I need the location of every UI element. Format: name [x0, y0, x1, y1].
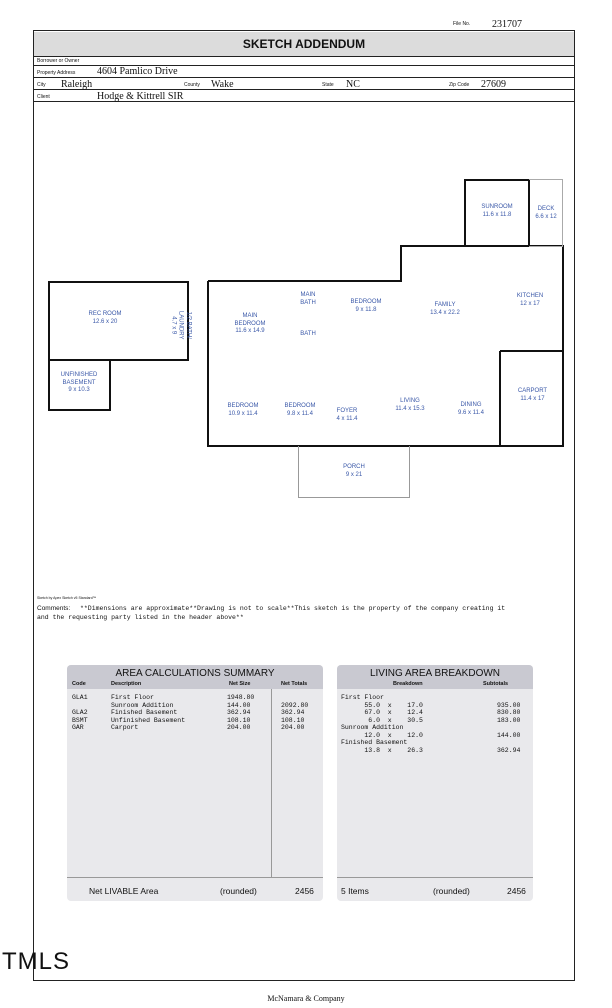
comments-label: Comments: [37, 605, 71, 612]
rounded-label: (rounded) [220, 886, 257, 896]
area-cell-description: Carport [111, 724, 139, 731]
bath-label: BATH [300, 331, 316, 337]
foyer-dims: 4 x 11.4 [336, 415, 358, 422]
comments-line2: and the requesting party listed in the header above** [37, 614, 244, 621]
bedroom3-label: BEDROOM [284, 403, 316, 409]
rec-room-dims: 12.6 x 20 [92, 318, 118, 325]
area-cell-description: Sunroom Addition [111, 701, 174, 709]
area-cell-net_total: 2092.80 [281, 701, 309, 709]
footer-divider [337, 877, 533, 878]
area-cell-net_size: 1948.80 [227, 694, 255, 701]
area-cell-code: GLA1 [72, 694, 88, 701]
living-breakdown-panel [337, 665, 533, 901]
area-cell-net_total: 362.94 [281, 709, 305, 716]
breakdown-row-text: 6.0 x 30.5 [341, 716, 423, 724]
comments-line1: **Dimensions are approximate**Drawing is not to scale**This sketch is the property of the company creating it [80, 605, 506, 612]
area-cell-net_size: 204.00 [227, 724, 251, 731]
borrower-label: Borrower or Owner [37, 58, 80, 64]
breakdown-row-text: 55.0 x 17.0 [341, 701, 423, 709]
address-value: 4604 Pamlico Drive [97, 66, 178, 77]
bedroom3-dims: 9.8 x 11.4 [287, 410, 313, 417]
zip-value: 27609 [481, 79, 506, 90]
living-total: 2456 [507, 886, 526, 896]
col-breakdown: Breakdown [393, 681, 423, 687]
dining-dims: 9.6 x 11.4 [458, 409, 484, 416]
kitchen-label: KITCHEN [516, 293, 544, 299]
file-no-value: 231707 [492, 19, 522, 30]
net-livable-total: 2456 [295, 886, 314, 896]
deck-dims: 6.6 x 12 [535, 213, 557, 220]
page-title: SKETCH ADDENDUM [34, 32, 574, 57]
breakdown-row-subtotal: 362.94 [497, 746, 521, 754]
area-cell-description: Finished Basement [111, 709, 178, 716]
porch-dims: 9 x 21 [345, 471, 363, 478]
bedroom1-label: BEDROOM [350, 299, 382, 305]
living-breakdown-title: LIVING AREA BREAKDOWN [369, 668, 501, 679]
breakdown-row-text: 13.8 x 26.3 [341, 746, 423, 754]
sketch-credit: Sketch by Apex Sketch v5 Standard™ [37, 596, 97, 600]
client-label: Client [37, 94, 50, 100]
kitchen-dims: 12 x 17 [520, 300, 540, 307]
living-label: LIVING [400, 398, 420, 404]
col-description: Description [111, 681, 142, 687]
unfinished-dims: 9 x 10.3 [68, 387, 90, 393]
breakdown-row-text: Sunroom Addition [341, 724, 404, 731]
main-bedroom-dims: 11.6 x 14.9 [235, 328, 265, 334]
main-bedroom-label: MAIN BEDROOM [234, 313, 266, 327]
address-label: Property Address [37, 70, 76, 76]
col-code: Code [72, 681, 86, 687]
breakdown-row-subtotal: 830.80 [497, 709, 521, 716]
area-summary-panel [67, 665, 323, 901]
bedroom2-dims: 10.9 x 11.4 [228, 410, 258, 417]
area-cell-code: GLA2 [72, 709, 88, 716]
rec-room-label: REC ROOM [88, 311, 122, 317]
net-livable-label: Net LIVABLE Area [89, 886, 159, 896]
city-label: City [37, 82, 46, 88]
family-dims: 13.4 x 22.2 [430, 309, 460, 316]
area-cell-description: Unfinished Basement [111, 716, 186, 724]
area-cell-net_size: 362.94 [227, 709, 251, 716]
breakdown-row-subtotal: 935.00 [497, 701, 521, 709]
sunroom-label: SUNROOM [481, 204, 513, 210]
state-label: State [322, 82, 334, 88]
sunroom-dims: 11.6 x 11.8 [482, 211, 512, 218]
city-value: Raleigh [61, 79, 93, 90]
divider [34, 77, 574, 78]
main-bath-label: MAIN BATH [300, 292, 316, 306]
area-cell-net_total: 108.10 [281, 716, 305, 724]
company-name: McNamara & Company [267, 994, 345, 1003]
state-value: NC [346, 79, 360, 90]
area-cell-code: GAR [72, 724, 84, 731]
county-label: County [184, 82, 200, 88]
county-value: Wake [211, 79, 234, 90]
breakdown-row-subtotal: 144.00 [497, 731, 521, 739]
breakdown-row-text: 67.0 x 12.4 [341, 709, 423, 716]
col-subtotals: Subtotals [483, 681, 509, 687]
file-no-label: File No. [453, 21, 471, 27]
living-dims: 11.4 x 15.3 [395, 405, 425, 412]
client-value: Hodge & Kittrell SIR [97, 91, 184, 102]
dining-label: DINING [460, 402, 482, 408]
col-net-totals: Net Totals [281, 681, 308, 687]
area-cell-description: First Floor [111, 694, 154, 701]
rounded-label: (rounded) [433, 886, 470, 896]
column-divider [271, 689, 272, 877]
zip-label: Zip Code [449, 82, 470, 88]
items-count: 5 Items [341, 886, 369, 896]
footer-divider [67, 877, 323, 878]
bedroom2-label: BEDROOM [227, 403, 259, 409]
carport-dims: 11.4 x 17 [520, 395, 545, 402]
area-summary-title: AREA CALCULATIONS SUMMARY [115, 668, 275, 679]
area-cell-net_size: 108.10 [227, 716, 251, 724]
area-cell-net_size: 144.00 [227, 701, 251, 709]
half-bath-label: 1/2 BATH/ LAUNDRY [177, 310, 192, 340]
area-cell-net_total: 204.00 [281, 724, 305, 731]
breakdown-row-text: 12.0 x 12.0 [341, 731, 423, 739]
porch-label: PORCH [343, 464, 365, 470]
mls-logo: TMLS [2, 948, 71, 975]
breakdown-row-text: First Floor [341, 694, 384, 701]
breakdown-row-subtotal: 183.00 [497, 716, 521, 724]
half-bath-dims: 4.7 x 9 [170, 316, 177, 335]
deck-label: DECK [537, 206, 555, 212]
unfinished-label: UNFINISHED BASEMENT [60, 372, 98, 386]
breakdown-row-text: Finished Basement [341, 739, 408, 746]
area-cell-code: BSMT [72, 716, 88, 724]
foyer-label: FOYER [336, 408, 358, 414]
col-net-size: Net Size [229, 681, 251, 687]
bedroom1-dims: 9 x 11.8 [355, 306, 377, 313]
carport-label: CARPORT [517, 388, 548, 394]
family-label: FAMILY [434, 302, 456, 308]
